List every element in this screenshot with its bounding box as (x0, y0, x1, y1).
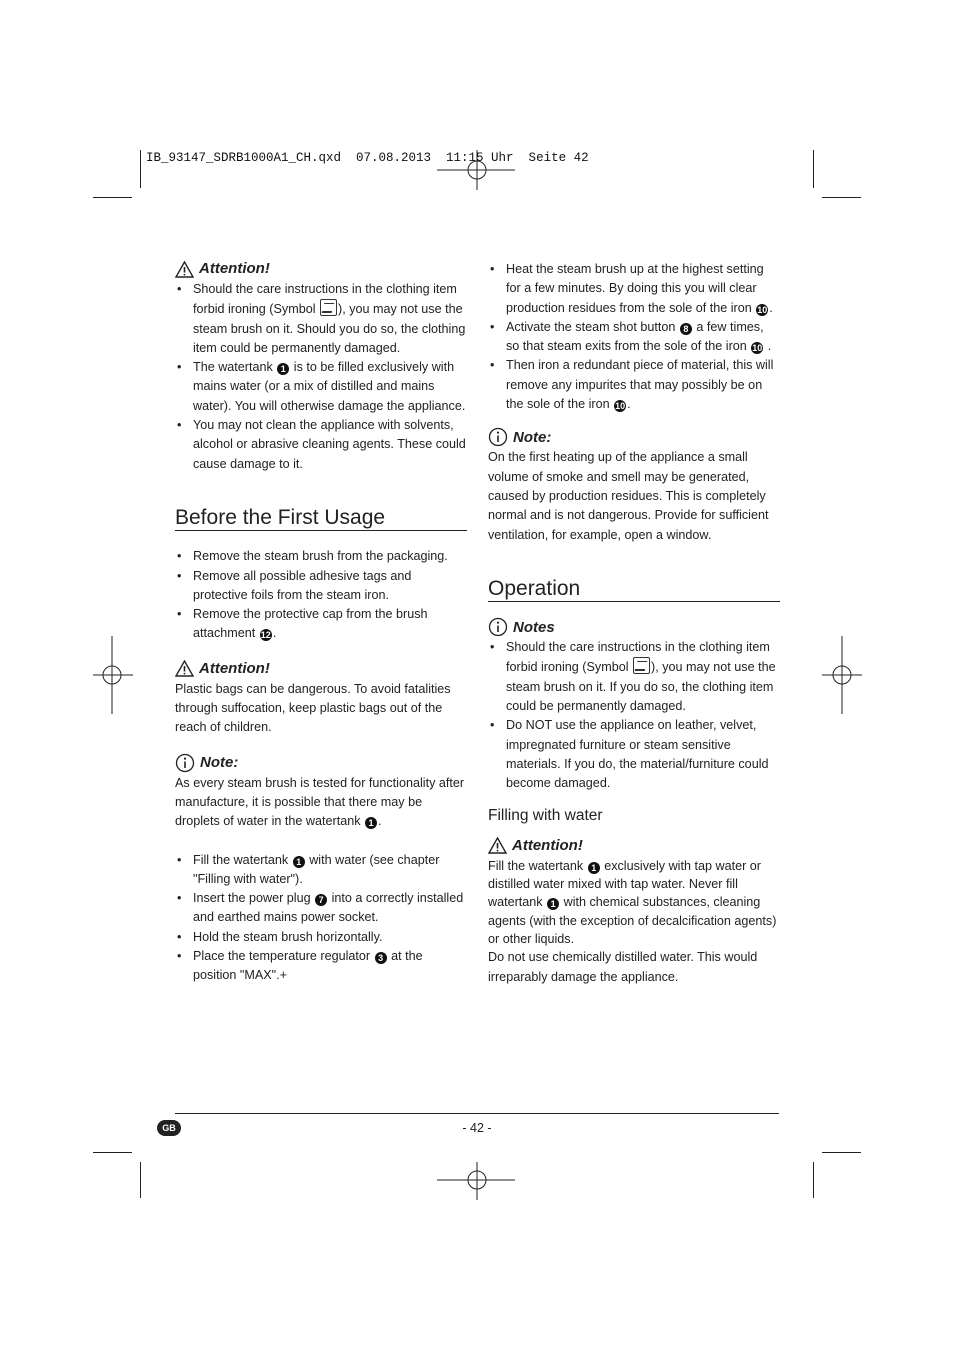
file-slug: IB_93147_SDRB1000A1_CH.qxd 07.08.2013 11:15 Uhr Seite 42 (146, 151, 589, 165)
list-item: • Fill the watertank 1 with water (see chapter "Filling with water"). (175, 851, 467, 890)
part-number-badge: 10 (752, 343, 763, 354)
notes-heading (488, 616, 780, 638)
language-badge: GB (157, 1120, 181, 1136)
list-item: • Remove all possible adhesive tags and protective foils from the steam iron. (175, 567, 467, 606)
attention-title: Attention! (199, 260, 270, 278)
list-item: • Place the temperature regulator 3 at the position "MAX".+ (175, 947, 467, 986)
warning-triangle-icon (175, 261, 194, 278)
before-usage-list (175, 547, 467, 643)
list-item: • Remove the steam brush from the packaging. (175, 547, 467, 566)
list-item: • You may not clean the appliance with solvents, alcohol or abrasive cleaning agents. These could cause damage to it. (175, 416, 467, 474)
note-text: On the first heating up of the appliance a small volume of smoke and smell may be generated, caused by production residues. This is completely normal and is not dangerous. Provide for sufficient ventilation, for example, open a window. (488, 450, 769, 542)
no-ironing-symbol-icon (320, 299, 337, 316)
heating-steps-list (488, 260, 780, 414)
part-number-badge: 10 (757, 304, 768, 315)
no-ironing-symbol-icon (633, 657, 650, 674)
list-item: • Heat the steam brush up at the highest setting for a few minutes. By doing this you will clear production residues from the sole of the iron 10 . (488, 260, 780, 318)
note-heading (488, 426, 780, 448)
note-heading (175, 752, 467, 774)
part-number-badge: 1 (365, 817, 377, 829)
part-number-badge: 8 (680, 323, 692, 335)
list-item: • Hold the steam brush horizontally. (175, 928, 467, 947)
attention-text: Do not use chemically distilled water. This would irreparably damage the appliance. (488, 950, 758, 984)
subheading-filling-with-water: Filling with water (488, 806, 603, 824)
list-item: • Do NOT use the appliance on leather, velvet, impregnated furniture or steam sensitive materials. If you do, the material/furniture could become damaged. (488, 716, 780, 793)
notes-list (488, 638, 780, 793)
part-number-badge: 12 (260, 630, 271, 641)
attention-text: Fill the watertank 1 exclusively with tap water or distilled water mixed with tap water. Never fill watertank 1 with chemical substances, cleaning agents (with the exception of decalcification agents) or other liquids. (488, 858, 777, 947)
part-number-badge: 10 (615, 401, 626, 412)
attention-heading (488, 835, 780, 857)
list-item: • Insert the power plug 7 into a correctly installed and earthed mains power socket. (175, 889, 467, 928)
list-item: • Should the care instructions in the clothing item forbid ironing (Symbol ), you may not use the steam brush on it. If you do so, the clothing item could be permanently damaged. (488, 638, 780, 716)
attention-list (175, 280, 467, 474)
part-number-badge: 1 (588, 862, 600, 874)
part-number-badge: 1 (293, 856, 305, 868)
list-item: • Remove the protective cap from the brush attachment 12 . (175, 605, 467, 644)
note-text: As every steam brush is tested for functionality after manufacture, it is possible that there may be droplets of water in the watertank 1 . (175, 775, 465, 829)
registration-mark-left (93, 636, 133, 714)
part-number-badge: 3 (375, 952, 387, 964)
notes-title: Notes (513, 618, 555, 636)
info-icon (175, 753, 195, 773)
list-item: • Should the care instructions in the clothing item forbid ironing (Symbol ), you may not use the steam brush on it. Should you do so, the clothing item could be permanently damaged. (175, 280, 467, 358)
page-number: - 42 - (462, 1121, 492, 1135)
part-number-badge: 1 (547, 898, 559, 910)
attention-title: Attention! (512, 837, 583, 855)
part-number-badge: 1 (277, 363, 289, 375)
footer-rule (175, 1113, 779, 1114)
attention-text: Plastic bags can be dangerous. To avoid fatalities through suffocation, keep plastic bags out of the reach of children. (175, 681, 451, 735)
preparation-steps-list (175, 851, 467, 986)
note-title: Note: (200, 753, 239, 771)
left-column (175, 258, 467, 986)
list-item: • The watertank 1 is to be filled exclusively with mains water (or a mix of distilled and mains water). You will otherwise damage the appliance. (175, 358, 467, 416)
section-heading-operation: Operation (488, 579, 780, 602)
list-item: • Activate the steam shot button 8 a few times, so that steam exits from the sole of the iron 10 . (488, 318, 780, 357)
section-heading-before-first-usage: Before the First Usage (175, 508, 467, 531)
attention-title: Attention! (199, 660, 270, 678)
attention-heading (175, 258, 467, 280)
info-icon (488, 617, 508, 637)
warning-triangle-icon (488, 837, 507, 854)
note-title: Note: (513, 428, 552, 446)
right-column (488, 260, 780, 987)
attention-heading (175, 658, 467, 680)
list-item: • Then iron a redundant piece of material, this will remove any impurites that may possibly be on the sole of the iron 10 . (488, 356, 780, 414)
warning-triangle-icon (175, 660, 194, 677)
part-number-badge: 7 (315, 894, 327, 906)
info-icon (488, 427, 508, 447)
registration-mark-right (822, 636, 862, 714)
registration-mark-bottom (437, 1162, 517, 1200)
